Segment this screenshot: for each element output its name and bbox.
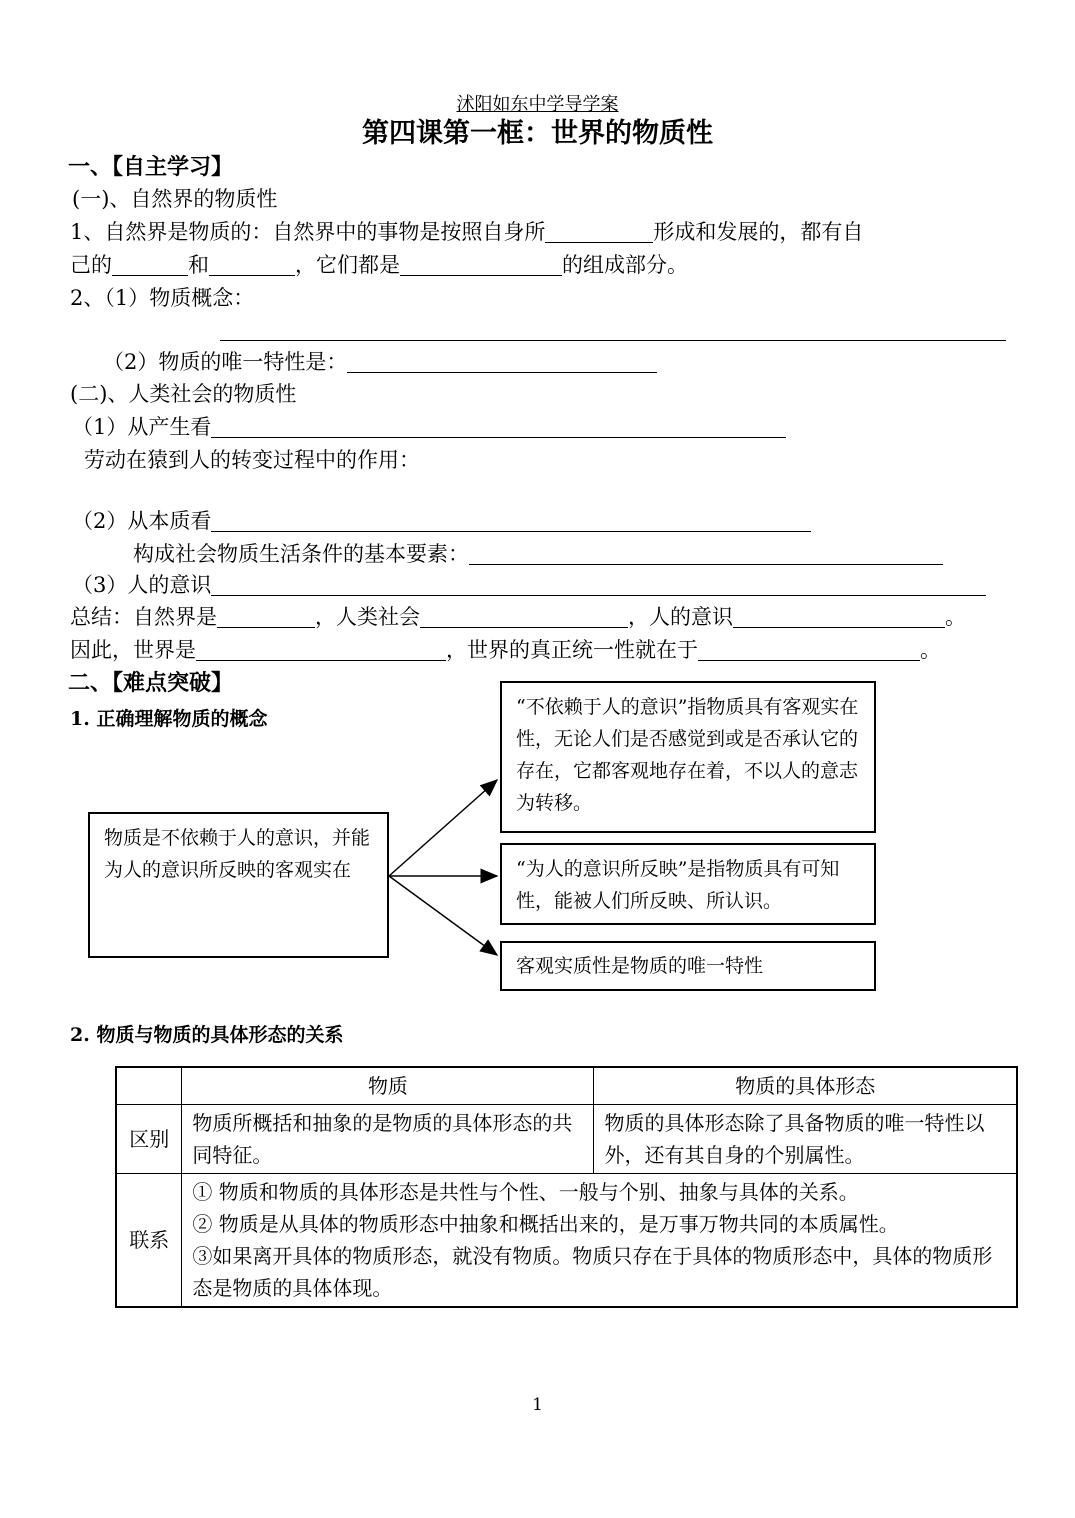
blank-concept-line[interactable] [220, 340, 1006, 341]
label-difference: 区别 [116, 1105, 182, 1174]
item1-text-e: ，它们都是 [295, 253, 400, 277]
relation-table [115, 1066, 1018, 1308]
summary-line [70, 602, 966, 632]
blank-own-law[interactable] [545, 220, 653, 243]
blank-consciousness[interactable] [211, 573, 986, 596]
society-essence [72, 506, 811, 536]
connection-point-2: ② 物质是从具体的物质形态中抽象和概括出来的，是万事万物共同的本质属性。 [192, 1212, 899, 1236]
therefore-text-a: 因此，世界是 [70, 638, 196, 662]
blank-origin[interactable] [211, 415, 786, 438]
point1-heading: 1. 正确理解物质的概念 [70, 708, 268, 730]
page-title: 第四课第一框：世界的物质性 [362, 118, 713, 149]
header-concrete-forms: 物质的具体形态 [594, 1067, 1017, 1105]
blank-summary-3[interactable] [733, 605, 945, 628]
blank-essence[interactable] [211, 509, 811, 532]
therefore-text-c: 。 [920, 638, 941, 662]
table-row-difference [116, 1105, 1017, 1174]
item1-text-d: 和 [188, 253, 209, 277]
connection-point-1: ① 物质和物质的具体形态是共性与个性、一般与个别、抽象与具体的关系。 [192, 1180, 859, 1204]
section1-heading: 一、【自主学习】 [68, 154, 234, 180]
basic-elements-label: 构成社会物质生活条件的基本要素： [133, 542, 469, 566]
therefore-text-b: ，世界的真正统一性就在于 [446, 638, 698, 662]
subsection-nature: (一)、自然界的物质性 [72, 187, 278, 211]
table-corner-cell [116, 1067, 182, 1105]
summary-text-c: ，人的意识 [628, 605, 733, 629]
item1-text-a: 1、自然界是物质的：自然界中的事物是按照自身所 [70, 220, 546, 244]
labor-role: 劳动在猿到人的转变过程中的作用： [84, 448, 420, 472]
difference-concrete-forms: 物质的具体形态除了具备物质的唯一特性以外，还有其自身的个别属性。 [594, 1105, 1017, 1174]
arrow-to-objective-reality [389, 780, 497, 876]
header-matter: 物质 [182, 1067, 594, 1105]
label-connection: 联系 [116, 1174, 182, 1308]
unique-property-label: （2）物质的唯一特性是： [103, 350, 348, 374]
essence-label: （2）从本质看 [72, 509, 212, 533]
blank-2[interactable] [209, 253, 295, 276]
summary-text-b: ，人类社会 [315, 605, 420, 629]
arrow-to-unique-property [389, 876, 497, 955]
item2-unique-property [103, 347, 657, 377]
section2-heading: 二、【难点突破】 [68, 670, 234, 696]
school-name: 沭阳如东中学导学案 [456, 94, 619, 115]
summary-text-a: 总结：自然界是 [70, 605, 217, 629]
blank-1[interactable] [112, 253, 188, 276]
blank-unique-property[interactable] [347, 350, 657, 373]
blank-therefore-2[interactable] [698, 638, 920, 661]
blank-summary-1[interactable] [217, 605, 315, 628]
basic-elements [133, 539, 943, 569]
table-row-connection [116, 1174, 1017, 1308]
item1-line2 [70, 250, 688, 280]
page-number: 1 [532, 1395, 543, 1415]
table-header-row [116, 1067, 1017, 1105]
item1-text-f: 的组成部分。 [562, 253, 688, 277]
item2-concept: 2、（1）物质概念： [70, 286, 255, 310]
connection-content [182, 1174, 1017, 1308]
human-consciousness [72, 570, 986, 600]
item1-line1 [70, 217, 863, 247]
item1-text-b: 形成和发展的，都有自 [653, 220, 864, 244]
matter-definition-box: 物质是不依赖于人的意识，并能为人的意识所反映的客观实在 [88, 812, 389, 958]
item1-text-c: 己的 [70, 253, 112, 277]
connection-point-3: ③如果离开具体的物质形态，就没有物质。物质只存在于具体的物质形态中，具体的物质形态是物质的具体体现。 [192, 1244, 993, 1300]
blank-basic-elements[interactable] [469, 542, 943, 565]
summary-text-d: 。 [945, 605, 966, 629]
consciousness-label: （3）人的意识 [72, 573, 212, 597]
blank-therefore-1[interactable] [196, 638, 446, 661]
subsection-society: (二)、人类社会的物质性 [70, 382, 297, 406]
unique-property-box: 客观实质性是物质的唯一特性 [500, 941, 876, 991]
society-origin [72, 412, 786, 442]
difference-matter: 物质所概括和抽象的是物质的具体形态的共同特征。 [182, 1105, 594, 1174]
therefore-line [70, 635, 941, 665]
point2-heading: 2. 物质与物质的具体形态的关系 [70, 1024, 344, 1046]
objective-reality-box: “不依赖于人的意识”指物质具有客观实在性，无论人们是否感觉到或是否承认它的存在，它都客观地存在着，不以人的意志为转移。 [500, 681, 876, 833]
knowability-box: “为人的意识所反映”是指物质具有可知性，能被人们所反映、所认识。 [500, 843, 876, 925]
blank-summary-2[interactable] [420, 605, 628, 628]
blank-3[interactable] [400, 253, 562, 276]
origin-label: （1）从产生看 [72, 415, 212, 439]
